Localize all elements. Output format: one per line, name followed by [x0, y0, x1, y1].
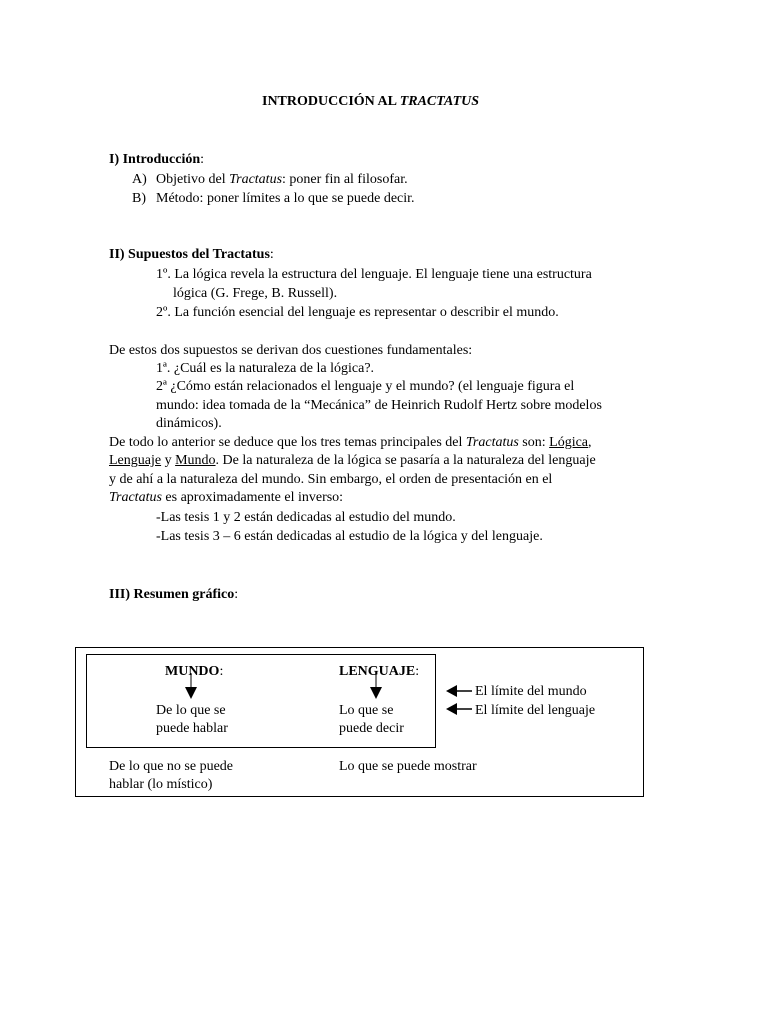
paragraph-line-3: y de ahí a la naturaleza del mundo. Sin embargo, el orden de presentación en el	[109, 472, 553, 487]
section-2-heading	[109, 246, 274, 265]
mundo-label-text: MUNDO	[165, 664, 220, 679]
question-1: 1ª. ¿Cuál es la naturaleza de la lógica?.	[156, 361, 375, 376]
lenguaje-label-text: LENGUAJE	[339, 664, 416, 679]
lenguaje-inner-line-1: Lo que se	[339, 703, 394, 718]
question-2-line-2: mundo: idea tomada de la “Mecánica” de Heinrich Rudolf Hertz sobre modelos	[156, 398, 602, 413]
limit-lenguaje-label: El límite del lenguaje	[475, 703, 596, 718]
mundo-inner-line-2: puede hablar	[156, 721, 228, 736]
item-a-italic: Tractatus	[229, 172, 283, 187]
question-2-line-1: 2ª ¿Cómo están relacionados el lenguaje y el mundo? (el lenguaje figura el	[156, 379, 575, 394]
p1-a: De todo lo anterior se deduce que los tres temas principales del	[109, 435, 466, 450]
body-intro: De estos dos supuestos se derivan dos cuestiones fundamentales:	[109, 343, 473, 358]
p4-a: Tractatus	[109, 490, 162, 505]
item-a-marker: A)	[132, 172, 147, 187]
p1-logica: Lógica	[549, 435, 589, 450]
thesis-2: -Las tesis 3 – 6 están dedicadas al estudio de la lógica y del lenguaje.	[156, 529, 543, 544]
mundo-colon: :	[219, 664, 224, 679]
lenguaje-inner-line-2: puede decir	[339, 721, 404, 736]
p4-b: es aproximadamente el inverso:	[161, 490, 344, 505]
lenguaje-colon: :	[415, 664, 420, 679]
limit-lenguaje-arrow-icon	[446, 702, 472, 716]
section-2-colon: :	[269, 247, 274, 262]
paragraph-line-4	[109, 489, 343, 508]
assumption-1-line-1: 1º. La lógica revela la estructura del lenguaje. El lenguaje tiene una estructura	[156, 267, 592, 282]
section-2-heading-text: II) Supuestos del Tractatus	[109, 247, 270, 262]
item-a-suffix: : poner fin al filosofar.	[282, 172, 408, 187]
section-1-item-a	[132, 171, 147, 190]
section-1-heading-text: I) Introducción	[109, 152, 201, 167]
section-1-heading	[109, 151, 204, 170]
page-title	[262, 93, 479, 112]
thesis-1: -Las tesis 1 y 2 están dedicadas al estudio del mundo.	[156, 510, 456, 525]
title-italic: TRACTATUS	[399, 94, 480, 109]
limit-mundo-label: El límite del mundo	[475, 684, 587, 699]
mundo-inner-line-1: De lo que se	[156, 703, 226, 718]
mundo-down-arrow-icon	[182, 673, 200, 701]
section-3-colon: :	[234, 587, 239, 602]
paragraph-line-1	[109, 434, 592, 453]
p1-e: ,	[588, 435, 592, 450]
section-1-colon: :	[200, 152, 205, 167]
assumption-2: 2º. La función esencial del lenguaje es representar o describir el mundo.	[156, 305, 559, 320]
p2-lenguaje: Lenguaje	[109, 453, 162, 468]
section-1-item-b	[132, 190, 146, 209]
p2-b: y	[161, 453, 176, 468]
item-b-marker: B)	[132, 191, 146, 206]
outer-left-line-2: hablar (lo místico)	[109, 777, 213, 792]
paragraph-line-2	[109, 452, 596, 471]
p1-c: son:	[518, 435, 550, 450]
title-prefix: INTRODUCCIÓN AL	[262, 94, 400, 109]
section-3-heading	[109, 586, 238, 605]
p2-d: . De la naturaleza de la lógica se pasaría a la naturaleza del lenguaje	[215, 453, 596, 468]
question-2-line-3: dinámicos).	[156, 416, 222, 431]
section-3-heading-text: III) Resumen gráfico	[109, 587, 235, 602]
limit-mundo-arrow-icon	[446, 684, 472, 698]
section-1-item-a-text	[156, 171, 408, 190]
item-a-prefix: Objetivo del	[156, 172, 230, 187]
section-1-item-b-text: Método: poner límites a lo que se puede decir.	[156, 191, 415, 206]
p2-mundo: Mundo	[175, 453, 216, 468]
lenguaje-down-arrow-icon	[367, 673, 385, 701]
p1-b: Tractatus	[465, 435, 519, 450]
assumption-1-line-2: lógica (G. Frege, B. Russell).	[173, 286, 338, 301]
outer-left-line-1: De lo que no se puede	[109, 759, 234, 774]
outer-right-text: Lo que se puede mostrar	[339, 759, 477, 774]
